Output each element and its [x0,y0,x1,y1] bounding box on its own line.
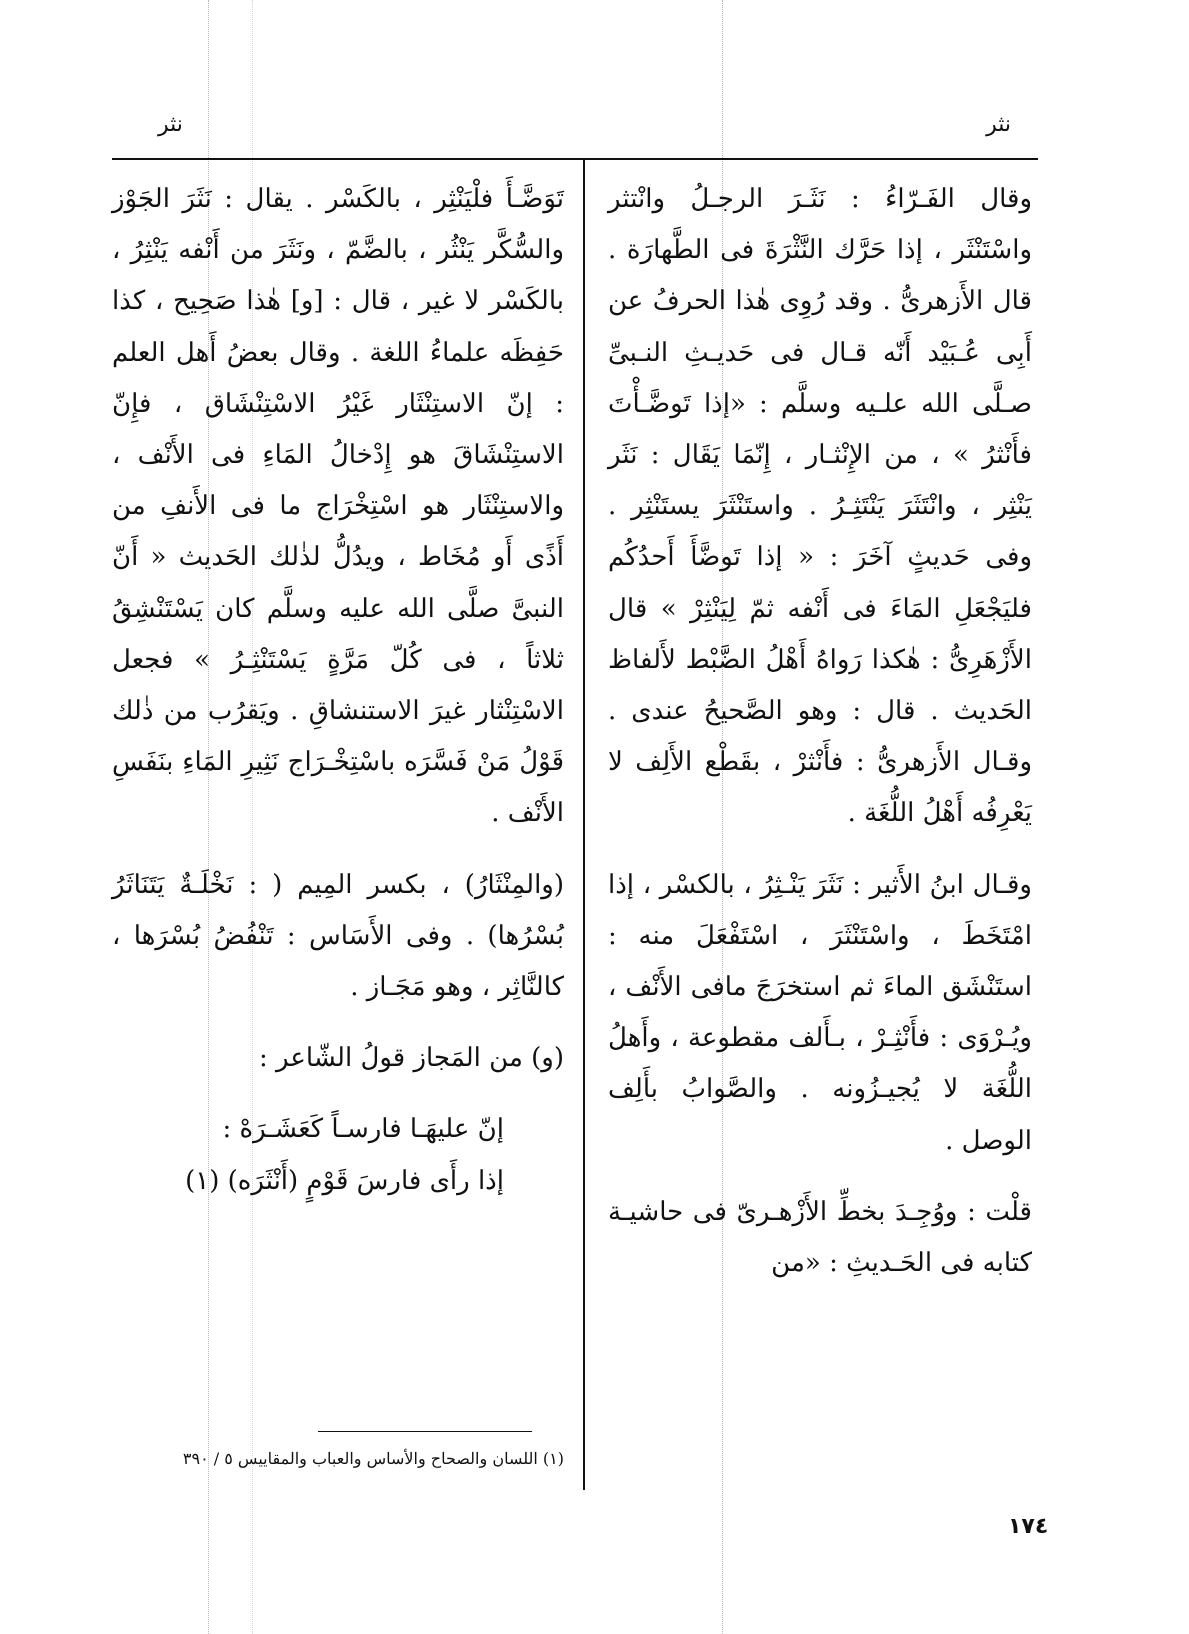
paragraph: تَوَضَّـأَ فلْيَنْثِر ، بالكَسْر . يقال : نَثَرَ الجَوْز والسُّكَّر يَنْثُر ، بالضَّمّ ، ونَثَرَ من أَنْفه يَنْثِرُ ، بالكَسْر لا غير ، قال : [و] هٰذا صَحِيح ، كذا حَفِظَه علماءُ اللغة . وقال بعضُ أَهل العلم : إنّ الاستِنْثَار غَيْرُ الاسْتِنْشَاق ، فإِنّ الاستِنْشَاقَ هو إِدْخالُ المَاءِ فى الأَنْف ، والاستِنْثَار هو اسْتِخْرَاج ما فى الأَنفِ من أَذًى أَو مُخَاط ، ويدُلُّ لذٰلك الحَديث « أَنّ النبىَّ صلَّى الله عليه وسلَّم كان يَسْتَنْشِقُ ثلاثاً ، فى كُلّ مَرَّةٍ يَسْتَنْثِـرُ » فجعل الاسْتِنْثار غيرَ الاستنشاقِ . ويَقرُب من ذٰلك قَوْلُ مَنْ فَسَّرَه باسْتِخْـرَاج نَثِيرِ المَاءِ بنَفَسِ الأَنْف . [112,184,564,829]
header-rule [112,158,1038,160]
paragraph-spacer [608,1167,1032,1187]
column-divider [583,160,585,1490]
verse-line: إنّ عليهَـا فارسـاً كَعَشَـرَهْ : [222,1114,504,1145]
paragraph: (والمِنْثَارُ) ، بكسر المِيم ( : نَخْلَـةٌ يَتَنَاثَرُ بُسْرُها) . وفى الأَسَاس : تَنْفُضُ بُسْرَها ، كالنَّاثِر ، وهو مَجَـاز . [112,869,564,1003]
footnote: (١) اللسان والصحاح والأساس والعباب والمقاييس ٥ / ٣٩٠ [182,1449,564,1468]
running-head-left: نثر [158,112,183,137]
running-head-right: نثر [986,112,1011,137]
verse-line: إذا رأَى فارسَ قَوْمٍ (أَنْثَرَه) (١) [185,1165,504,1196]
left-column [112,174,564,1207]
page-number: ١٧٤ [1008,1514,1049,1539]
paragraph: وقال الفَـرّاءُ : نَثَـرَ الرجـلُ وانْتثر واسْتَنْثَر ، إذا حَرَّك النَّثْرَةَ فى الطَّهارَة . قال الأَزهرىُّ . وقد رُوِى هٰذا الحرفُ عن أَبِى عُـبَيْد أَنّه قـال فى حَديـثِ النـبىِّ صـلَّى الله علـيه وسلَّم : «إذا تَوضَّـأْتَ فأَنْثرُ » ، من الإِنْثـار ، إِنّمَا يَقَال : نَثَر يَنْثِر ، وانْتَثَرَ يَنْتَثِـرُ . واستَنْثَرَ يستَنْثِر . وفى حَديثٍ آخَرَ : « إذا تَوضَّأَ أَحدُكُم فليَجْعَلِ المَاءَ فى أَنْفه ثمّ لِيَنْثِرْ » قال الأَزْهَرِىُّ : هٰكذا رَواهُ أَهْلُ الضَّبْط لأَلفاظ الحَديث . قال : وهو الصَّحيحُ عندى . وقـال الأَزهرىُّ : فأَنْثرْ ، بقَطْع الأَلِف لا يَعْرِفُه أَهْلُ اللُّغَة . [608,184,1032,829]
paragraph-spacer [112,1084,564,1104]
paragraph-spacer [112,840,564,860]
paragraph-spacer [112,1013,564,1033]
paragraph: قلْت : ووُجِـدَ بخطِّ الأَزْهـرىّ فى حاشيـة كتابه فى الحَـديثِ : «من [608,1196,1032,1279]
paragraph: وقـال ابنُ الأَثير : نَثَرَ يَنْـثِرُ ، بالكسْر ، إذا امْتَخَطَ ، واسْتَنْثَرَ ، اسْتَفْعَلَ منه : استَنْشَق الماءَ ثم استخرَجَ مافى الأَنْف ، ويُـرْوَى : فأَنْثِـرْ ، بـأَلف مقطوعة ، وأَهلُ اللُّغَة لا يُجيـزُونه . والصَّوابُ بأَلِف الوصل . [608,869,1032,1156]
footnote-rule [318,1431,532,1432]
paragraph: (و) من المَجاز قولُ الشّاعر : [259,1043,564,1074]
paragraph-spacer [608,840,1032,860]
right-column [608,174,1032,1289]
